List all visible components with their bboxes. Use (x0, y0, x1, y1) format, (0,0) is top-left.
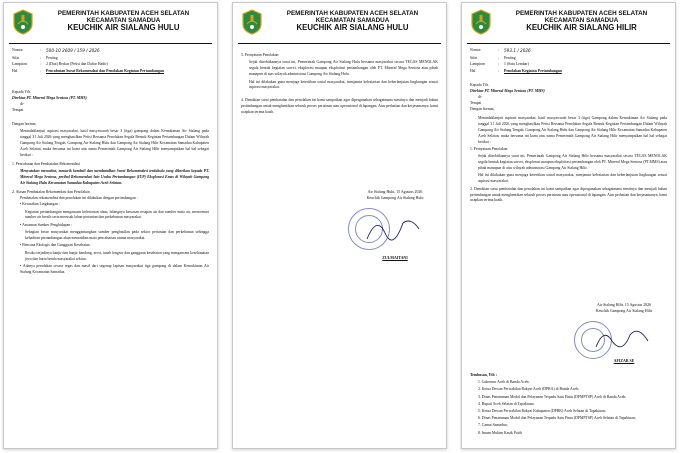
letter-page-1 (3, 2, 218, 449)
lampiran-label: Lampiran (470, 62, 485, 67)
kepada: Kepada Yth. (12, 90, 32, 95)
header-line-2: KECAMATAN SAMADUA (86, 16, 161, 24)
sifat-label: Sifat (470, 55, 478, 60)
bullet-2-title: Ancaman Sumber Penghidupan : (22, 222, 73, 227)
header-line-1: PEMERINTAH KABUPATEN ACEH SELATAN (515, 10, 648, 17)
tembusan-item-4: 4. Bupati Aceh Selatan di Tapaktuan; (478, 401, 535, 406)
bullet-2-text: Sebagian besar masyarakat menggantungkan sumber penghasilan pada sektor pertanian dan perkebunan sehingga kehadiran pertambangan akan mematikan mata pencaharian utama masyarakat. (25, 230, 209, 240)
nomor-label: Nomor (12, 48, 23, 52)
kepada: Kepada Yth. (470, 83, 490, 88)
hal-label: Hal (470, 69, 476, 74)
header-line-2: KECAMATAN SAMADUA (544, 16, 619, 24)
nomor-value: 593.1 / 2026 (504, 48, 531, 53)
tembusan-item-3: 3. Dinas Penanaman Modal dan Pelayanan Terpadu Satu Pintu (DPMPTSP) Aceh di Banda Aceh; (478, 394, 627, 399)
nomor-row: Nomor : 500-10 2609 / 159 / 2026 (12, 48, 209, 55)
letter-page-2 (232, 2, 447, 449)
recipient: Direktur PT. Mineral Mega Sentosa (PT. MMS) (470, 89, 545, 93)
signature-icon (363, 211, 423, 247)
signature-icon (592, 321, 652, 357)
place-date: Air Sialang Hulu, 15 Agustus 2026 (367, 190, 423, 194)
intro-paragraph: Menindaklanjuti aspirasi masyarakat, hasil musyawarah besar 3 (tiga) Gampong dalam Kemukiman Air Sialang pada tanggal 31 Juli 2026 yang menghasilkan Petisi Bersama Penolakan Segala Bentuk Kegiatan Pertambangan Dalam Wilayah Gampong Air Sialang Tengah, Gampong Air Sialang Hulu dan Gampong Air Sialang Hilir Kecamatan Samadua Kabupaten Aceh Selatan, maka bersama ini kami atas nama Pemerintah Gampong Air Sialang Hilir menyampaikan hal hal sebagai berikut : (478, 116, 667, 144)
bullet-2: • Ancaman Sumber Penghidupan : (20, 222, 73, 227)
section-1-text: Sejak diterbitkannya surat ini, Pemerintah Gampong Air Sialang Hilir bersama masyarakat secara TEGAS MENOLAK segala bentuk kegiatan survei, eksplorasi maupun eksploitasi pertambangan oleh PT. Mineral Mega Sentosa (PT.MMS) atau pihak manapun di atas wilayah administrasi Gampong Air Sialang Hilir. (478, 154, 667, 170)
header-line-2: KECAMATAN SAMADUA (315, 16, 390, 24)
hal-value: Pencabutan Surat Rekomendasi dan Penolakan Kegiatan Pertambangan (46, 69, 164, 74)
lampiran-label: Lampiran (12, 62, 27, 67)
section-4-text: 4. Demikian surat pembatalan dan penolakan ini kami sampaikan agar dipergunakan sebagaimana mestinya dan menjadi bahan pertimbangan untuk menghentikan seluruh proses perizinan atau operasional di lapangan. Atas perhatian dan kerjasamanya, kami ucapkan terima kasih. (241, 98, 438, 114)
tembusan-item-1: 1. Gubernur Aceh di Banda Aceh; (478, 380, 530, 385)
header-line-3: KEUCHIK AIR SIALANG HULU (296, 23, 409, 33)
aceh-selatan-emblem-icon (470, 9, 492, 35)
section-3-text-2: Hal ini dilakukan guna menjaga ketertiban sosial masyarakat, menjamin kelestarian dan keberlanjutan lingkungan sesuai aspirasi masyarakat. (249, 79, 438, 90)
bullet-3-text: Resiko terjadinya banjir dan banjir bandang, erosi, tanah longsor dan gangguan kesehatan yang mengancam keselamatan jiwa dan harta benda masyarakat sekitar. (25, 250, 209, 261)
section-1-title: 1. Pencabutan dan Pembatalan Rekomendasi (12, 161, 81, 166)
recipient: Direktur PT. Mineral Mega Sentosa (PT. MMS) (12, 96, 87, 100)
tembusan-item-2: 2. Ketua Dewan Perwakilan Rakyat Aceh (DPRA) di Banda Aceh; (478, 387, 580, 392)
nomor-value: 500-10 2609 / 159 / 2026 (46, 48, 100, 53)
salam: Dengan hormat, (470, 106, 495, 111)
lampiran-row: Lampiran : 1 (Satu Lembar) (470, 62, 667, 68)
letterhead (467, 3, 670, 44)
sifat-value: Penting (46, 55, 58, 60)
lampiran-row: Lampiran : 2 (Dua) Berkas (Petisi dan Daftar Hadir) (12, 62, 209, 68)
bullet-1-text: Kegiatan pertambangan mengancam kelestarian alam, hilangnya kawasan resapan air dan sumber mata air, mencemari sumber air bersih serta merusak lahan pertanian dan perkebunan masyarakat. (25, 209, 209, 220)
signature-block (345, 190, 445, 202)
bullet-3: • Bencana Ekologis dan Gangguan Kesehatan : (20, 243, 92, 248)
hal-row: Hal : Penolakan Kegiatan Pertambangan (470, 69, 562, 74)
header-line-1: PEMERINTAH KABUPATEN ACEH SELATAN (57, 10, 190, 17)
section-3-title: 3. Pernyataan Penolakan (241, 53, 279, 57)
signer-name: ZULMAITANI (382, 256, 408, 260)
header-line-1: PEMERINTAH KABUPATEN ACEH SELATAN (286, 10, 419, 17)
bullet-4-text: Adanya penolakan secara tegas dan masif dari segenap lapisan masyarakat tiga gampong di dalam Kemukiman Air Sialang Kecamatan Samadua. (20, 264, 209, 274)
signature-block (574, 303, 674, 315)
tembusan-item-5: 5. Ketua Dewan Perwakilan Rakyat Kabupaten (DPRK) Aceh Selatan di Tapaktuan; (478, 409, 606, 414)
header-line-3: KEUCHIK AIR SIALANG HULU (67, 23, 180, 33)
signer-name: AFIZAR SE (613, 359, 635, 363)
bullet-3-title: Bencana Ekologis dan Gangguan Kesehatan : (22, 243, 92, 248)
tembusan-item-6: 6. Dinas Penanaman Modal dan Pelayanan Terpadu Satu Pintu (DPMPTSP) Aceh Selatan di Tapaktuan; (478, 416, 636, 421)
bullet-1-title: Kerusakan Lingkungan : (22, 202, 60, 207)
section-3-text: Sejak diterbitkannya surat ini, Pemerintah Gampong Air Sialang Hulu bersama masyarakat secara TEGAS MENOLAK segala bentuk kegiatan survei, eksplorasi maupun eksploitasi pertambangan oleh PT. Mineral Mega Sentosa atau pihak manapun di atas wilayah administrasi Gampong Air Sialang Hulu. (249, 60, 438, 77)
intro-paragraph: Menindaklanjuti aspirasi masyarakat, hasil musyawarah besar 3 (tiga) gampong dalam Kemukiman Air Sialang pada tanggal 31 Juli 2026 yang menghasilkan Petisi Bersama Penolakan Segala Bentuk Kegiatan Pertambangan Dalam Wilayah Gampong Air Sialang Tengah, Gampong Air Sialang Hulu dan Gampong Air Sialang Hilir Kecamatan Samadua Kabupaten Aceh Selatan, maka bersama ini kami atas nama Pemerintah Gampong Air Sialang Hilir menyampaikan hal hal sebagai berikut : (20, 129, 209, 157)
place-date: Air Sialang Hilir, 15 Agustus 2026 (596, 303, 652, 307)
aceh-selatan-emblem-icon (12, 9, 34, 35)
hal-value: Penolakan Kegiatan Pertambangan (504, 69, 562, 74)
section-2-text: 2. Demikian surat pembatalan dan penolakan ini kami sampaikan agar dipergunakan sebagaimana mestinya dan menjadi bahan pertimbangan untuk menghentikan seluruh proses perizinan atau operasional di lapangan. Atas perhatian dan kerjasamanya, kami ucapkan terima kasih. (470, 186, 667, 203)
section-2-title: 2. Alasan Pembatalan Rekomendasi dan Penolakan (12, 190, 90, 195)
letterhead (238, 3, 441, 44)
nomor-row: Nomor : 593.1 / 2026 (470, 48, 667, 55)
salam: Dengan hormat, (12, 121, 37, 126)
hal-label: Hal (12, 69, 18, 74)
tembusan-item-7: 7. Camat Samadua; (478, 423, 508, 428)
bullet-4: • Adanya penolakan secara tegas dan masif dari segenap lapisan masyarakat tiga gampong di dalam Kemukiman Air Sialang Kecamatan Samadua. (20, 264, 209, 274)
aceh-selatan-emblem-icon (241, 9, 263, 35)
hal-row: Hal : Pencabutan Surat Rekomendasi dan Penolakan Kegiatan Pertambangan (12, 69, 164, 74)
nomor-label: Nomor (470, 48, 481, 52)
header-line-3: KEUCHIK AIR SIALANG HILIR (526, 23, 637, 33)
letterhead (9, 3, 212, 44)
sifat-row: Sifat : Penting (470, 56, 667, 62)
sifat-row: Sifat : Penting (12, 56, 209, 62)
section-1-text: Menyatakan mencabut, menarik kembali dan membatalkan Surat Rekomendasi terdahulu yang diberikan kepada PT. Mineral Mega Sentosa, perihal Rekomendasi Izin Usaha Pertambangan (IUP) Eksplorasi Emas di Wilayah Gampong Air Sialang Hulu Kecamatan Samadua Kabupaten Aceh Selatan. (20, 169, 209, 185)
lampiran-value: 2 (Dua) Berkas (Petisi dan Daftar Hadir) (46, 62, 108, 67)
tembusan-title: Tembusan, Yth : (470, 373, 497, 377)
section-2-text: Pembatalan rekomendasi dan penolakan ini dilakukan dengan pertimbangan : (20, 196, 138, 201)
sifat-label: Sifat (12, 55, 20, 60)
tempat: Tempat (12, 107, 24, 112)
letter-page-3 (461, 2, 676, 449)
di-label: di- (20, 101, 25, 106)
signer-title: Keuchik Gampong Air Sialang Hilir (595, 308, 653, 313)
sifat-value: Penting (504, 55, 516, 60)
section-1-text-2: Hal ini dilakukan guna menjaga ketertiban sosial masyarakat, menjamin kelestarian dan keberlanjutan lingkungan sesuai aspirasi masyarakat. (478, 173, 667, 184)
tembusan-item-8: 8. Imum Mukim Kasik Putih (478, 430, 522, 435)
tempat: Tempat (470, 100, 482, 105)
di-label: di- (478, 94, 483, 99)
section-1-title: 1. Pernyataan Penolakan (470, 146, 508, 151)
bullet-1: • Kerusakan Lingkungan : (20, 202, 60, 207)
tembusan-block (462, 369, 676, 437)
lampiran-value: 1 (Satu Lembar) (504, 62, 529, 67)
signer-title: Keuchik Gampong Air Sialang Hulu (366, 195, 424, 200)
